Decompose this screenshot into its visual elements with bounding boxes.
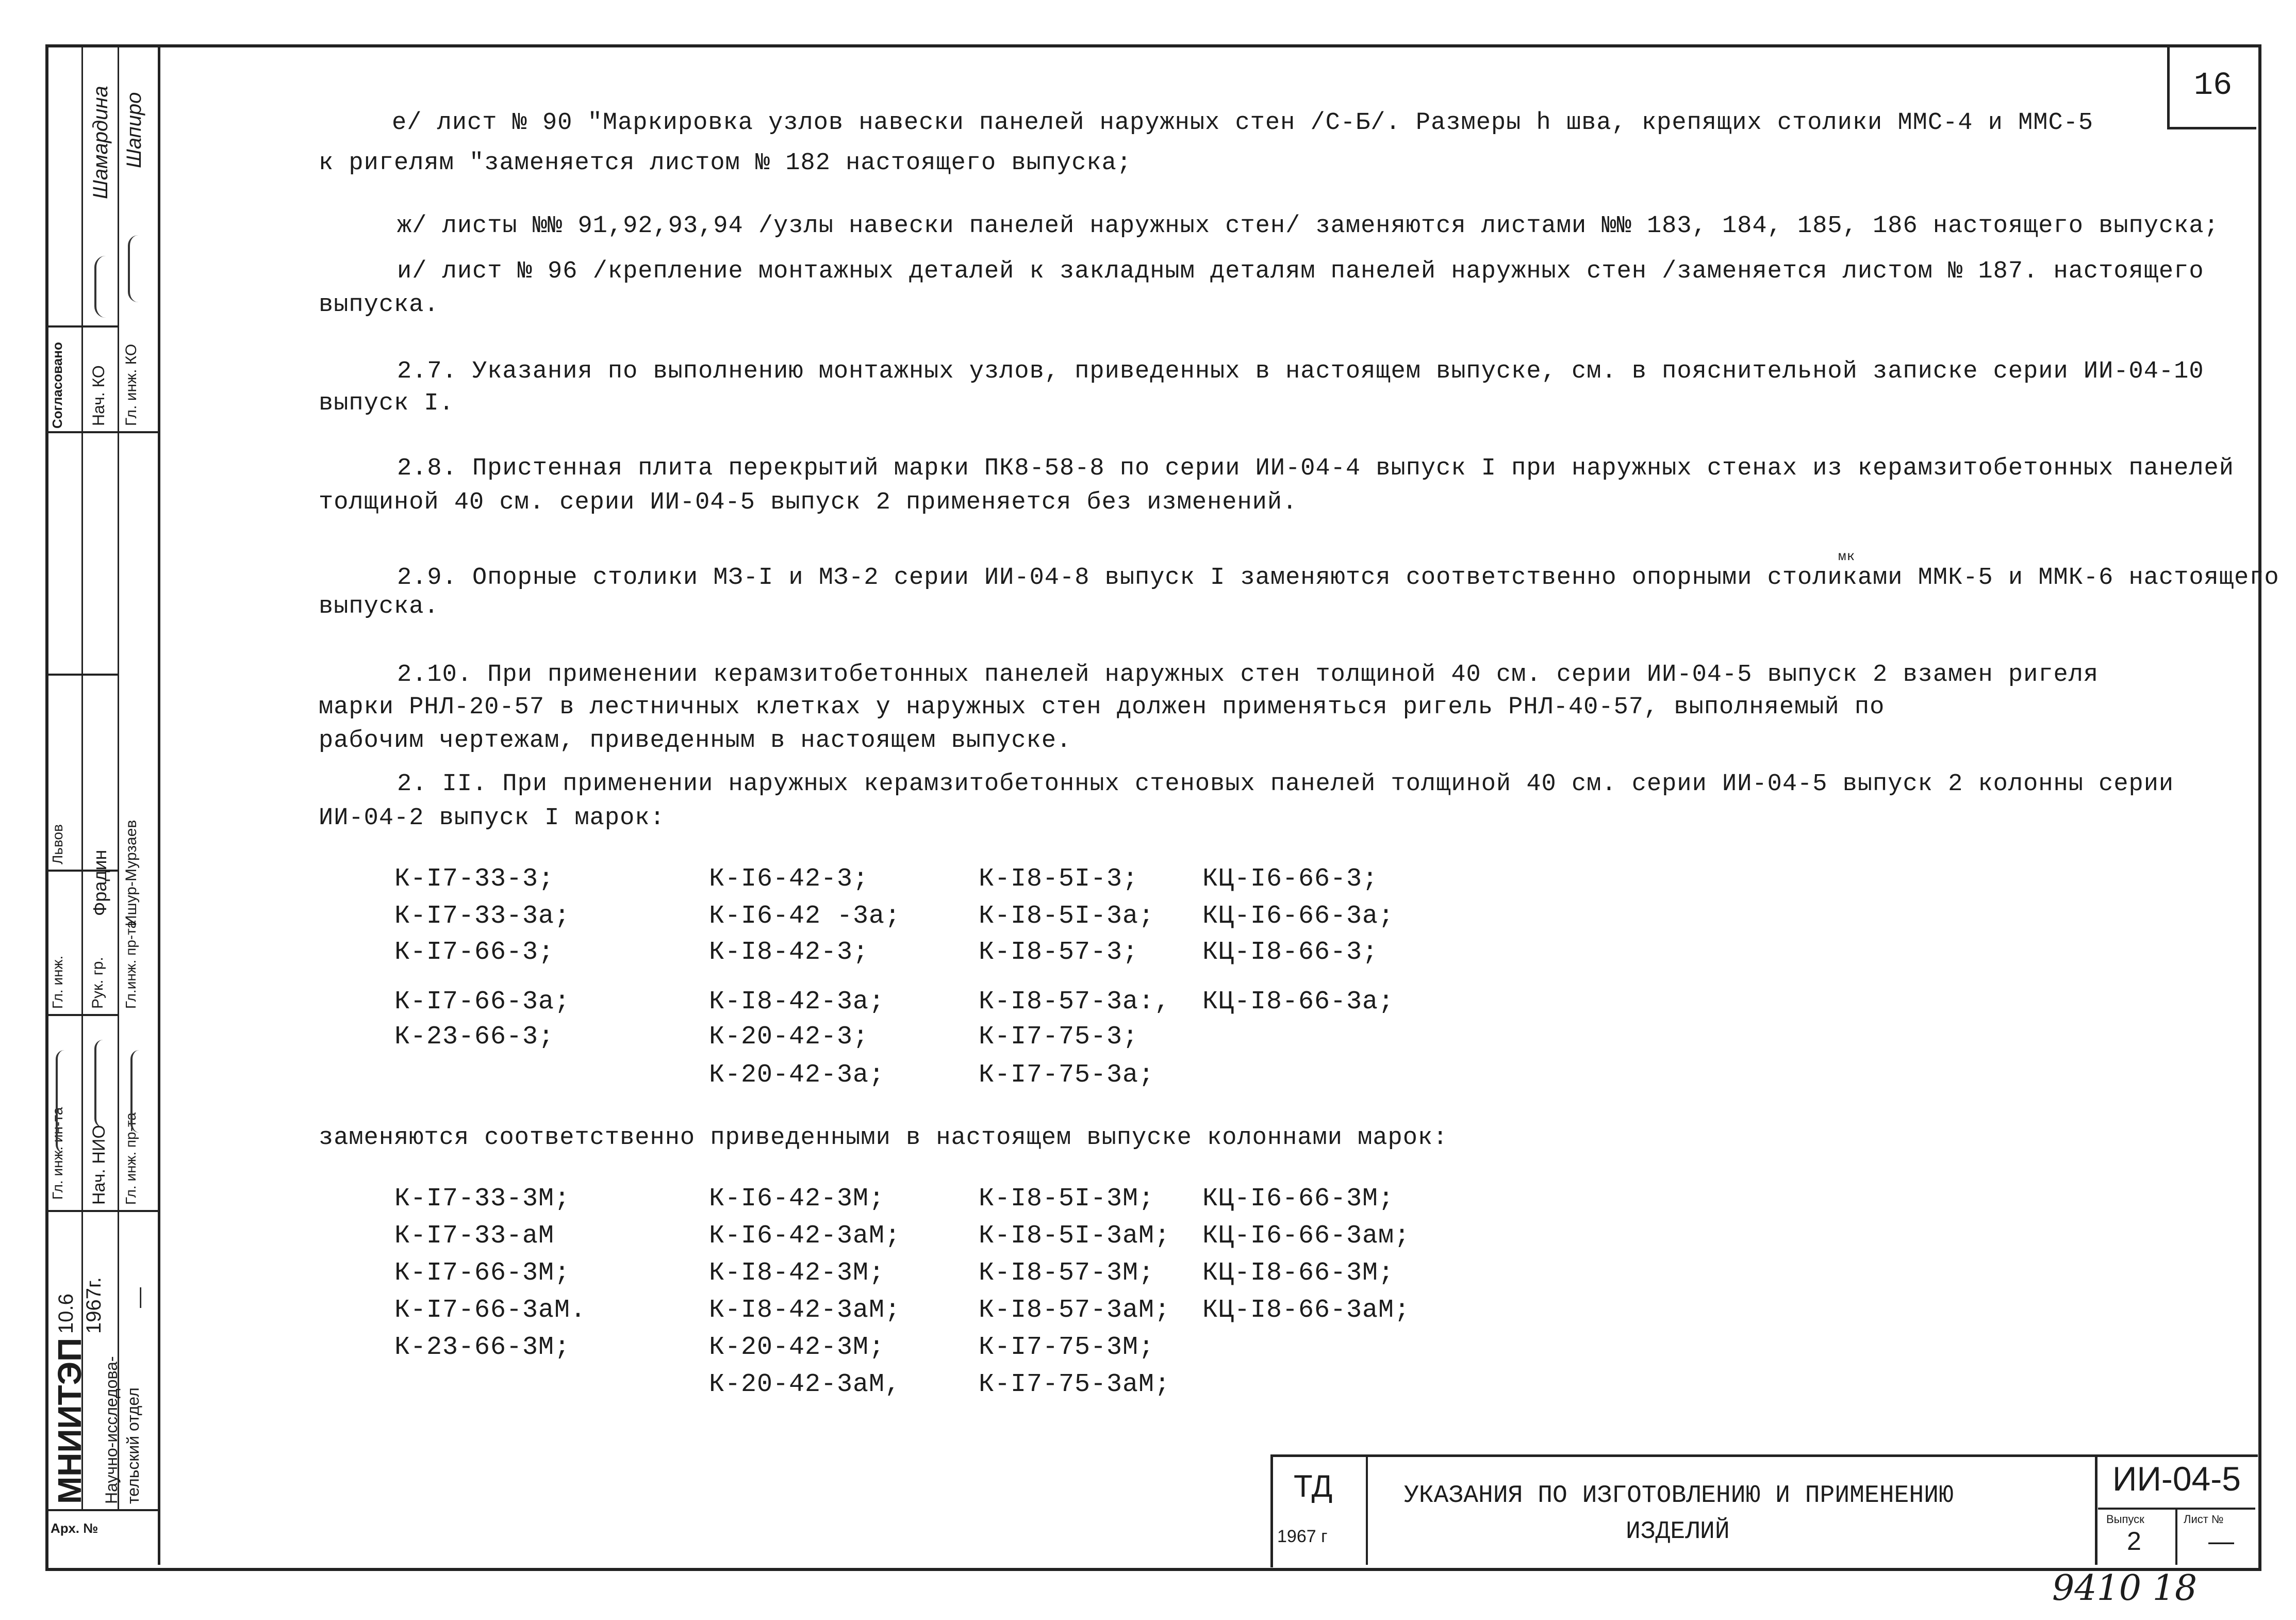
name-ishur: Ишур-Мурзаев (123, 820, 140, 926)
date-line2: 1967г. (82, 1277, 105, 1334)
para-211-line1: 2. II. При применении наружных керамзитобетонных стеновых панелей толщиной 40 см. серии ИИ-04-5 выпуск 2 колонны серии (397, 771, 2174, 798)
para-29-line1: 2.9. Опорные столики МЗ-I и МЗ-2 серии ИИ-04-8 выпуск I заменяются соответственно опорными столиками ММК-5 и ММК-6 настоящего (397, 564, 2280, 592)
archive-label: Арх. № (51, 1520, 98, 1536)
name-shamardina: Шамардина (89, 86, 112, 199)
sheet-label: Лист № (2184, 1513, 2224, 1526)
mark-old: К-23-66-3; (394, 1022, 555, 1052)
mark-old: К-I6-42 -3а; (709, 902, 901, 931)
para-27-line1: 2.7. Указания по выполнению монтажных узлов, приведенных в настоящем выпуске, см. в пояснительной записке серии ИИ-04-10 (397, 358, 2204, 385)
mark-old: КЦ-I8-66-3; (1202, 938, 1379, 967)
issue-value: 2 (2127, 1527, 2141, 1556)
mark-old: К-I8-42-3; (709, 938, 869, 967)
series-divider (2175, 1508, 2177, 1565)
mark-new: КЦ-I8-66-3аМ; (1202, 1296, 1411, 1325)
mark-old: КЦ-I6-66-3а; (1202, 902, 1395, 931)
signature-mark (130, 1050, 148, 1133)
mark-new: К-I6-42-3М; (709, 1184, 885, 1214)
handwritten-archive-number: 9410 18 (2052, 1568, 2198, 1609)
mark-new: К-I7-75-3аМ; (979, 1370, 1171, 1399)
sidebar-column-line (118, 44, 119, 1509)
title-block (1270, 1454, 2258, 1567)
sheet-number-box (2167, 44, 2256, 129)
mark-old: КЦ-I8-66-3а; (1202, 987, 1395, 1017)
para-210-line3: рабочим чертежам, приведенным в настоящем выпуске. (319, 727, 1072, 755)
mark-old: К-I7-66-3; (394, 938, 555, 967)
para-211-line2: ИИ-04-2 выпуск I марок: (319, 805, 665, 832)
para-210-line1: 2.10. При применении керамзитобетонных панелей наружных стен толщиной 40 см. серии ИИ-04-5 выпуск 2 взамен ригеля (397, 661, 2099, 689)
mark-new: К-I7-33-аМ (394, 1221, 555, 1251)
td-cell (1273, 1457, 1368, 1565)
para-210-line2: марки РНЛ-20-57 в лестничных клетках у наружных стен должен применяться ригель РНЛ-40-57, выполняемый по (319, 694, 1885, 721)
mark-new: К-I7-33-3М; (394, 1184, 571, 1214)
issue-label: Выпуск (2106, 1513, 2144, 1526)
para-28-line2: толщиной 40 см. серии ИИ-04-5 выпуск 2 применяется без изменений. (319, 489, 1298, 516)
mark-new: К-I8-57-3аМ; (979, 1296, 1171, 1325)
mark-new: КЦ-I6-66-3ам; (1202, 1221, 1411, 1251)
mark-old: КЦ-I6-66-3; (1202, 864, 1379, 894)
mark-new: КЦ-I6-66-3М; (1202, 1184, 1395, 1214)
signature-mark (94, 1040, 112, 1127)
td-label: ТД (1294, 1469, 1333, 1503)
role-gl-inzh-td: Гл. инж. пр-та (123, 1112, 139, 1205)
mark-old: К-I8-57-3а:, (979, 987, 1171, 1017)
para-i-line1: и/ лист № 96 /крепление монтажных деталей к закладным деталям панелей наружных стен /заменяется листом № 187. настоящего (397, 258, 2204, 285)
mark-new: К-I7-66-3М; (394, 1258, 571, 1288)
role-gl-inzh-proekta: Гл.инж. пр-та (123, 920, 139, 1009)
signature-mark (94, 256, 117, 318)
sidebar-divider (45, 674, 118, 676)
para-27-line2: выпуск I. (319, 390, 454, 417)
dept-line2: тельский отдел (124, 1387, 142, 1504)
sidebar-divider (45, 1210, 158, 1212)
sheet-value: — (2208, 1527, 2234, 1556)
mark-new: К-I8-57-3М; (979, 1258, 1155, 1288)
para-zh-line1: ж/ листы №№ 91,92,93,94 /узлы навески панелей наружных стен/ заменяются листами №№ 183, 184, 185, 186 настоящего выпуска; (397, 212, 2219, 240)
sidebar-divider (45, 1014, 118, 1016)
mark-new: К-I8-42-3аМ; (709, 1296, 901, 1325)
mark-old: К-I8-5I-3; (979, 864, 1139, 894)
mark-old: К-20-42-3; (709, 1022, 869, 1052)
mark-new: К-20-42-3аМ, (709, 1370, 901, 1399)
mark-old: К-I8-42-3а; (709, 987, 885, 1017)
sidebar-divider (45, 431, 158, 433)
mark-new: К-I8-5I-3М; (979, 1184, 1155, 1214)
sidebar-divider (45, 325, 118, 328)
role-nach-ko: Нач. КО (89, 365, 108, 426)
handwritten-note: мк (1838, 549, 1856, 564)
para-e-line1: е/ лист № 90 "Маркировка узлов навески панелей наружных стен /С-Б/. Размеры h шва, крепящих столики ММС-4 и ММС-5 (392, 109, 2094, 137)
name-fradin: Фрадин (89, 849, 110, 916)
mark-old: К-I8-5I-3а; (979, 902, 1155, 931)
date-line1: 10.6 (55, 1294, 77, 1334)
agreed-label: Согласовано (49, 342, 65, 429)
stamp-title-l2: ИЗДЕЛИЙ (1626, 1518, 1730, 1546)
mark-new: К-I7-75-3М; (979, 1333, 1155, 1362)
signature-mark (56, 1050, 73, 1153)
mark-new: К-23-66-3М; (394, 1333, 571, 1362)
role-nach-niiotd: Гл. инж. ин-та (49, 1107, 65, 1200)
mark-old: К-20-42-3а; (709, 1060, 885, 1090)
mark-old: К-I7-75-3а; (979, 1060, 1155, 1090)
name-lvov: Львов (49, 824, 65, 864)
mark-old: К-I6-42-3; (709, 864, 869, 894)
series-cell (2098, 1457, 2255, 1565)
para-replaced-by: заменяются соответственно приведенными в настоящем выпуске колоннами марок: (319, 1124, 1448, 1152)
role-gl-inzh-ko: Гл. инж. КО (123, 343, 140, 426)
mark-old: К-I7-66-3а; (394, 987, 571, 1017)
para-29-line2: выпуска. (319, 593, 439, 620)
sheet-number: 16 (2193, 67, 2233, 104)
series-code: ИИ-04-5 (2112, 1460, 2241, 1498)
stamp-year: 1967 г (1277, 1527, 1328, 1546)
signature-mark (128, 235, 148, 302)
mark-new: К-I8-42-3М; (709, 1258, 885, 1288)
role-ruk-gr: Рук. гр. (89, 957, 106, 1009)
mark-old: К-I7-75-3; (979, 1022, 1139, 1052)
mark-new: К-I7-66-3аМ. (394, 1296, 587, 1325)
sidebar-divider (45, 1509, 158, 1511)
mark-new: К-20-42-3М; (709, 1333, 885, 1362)
title-cell (1368, 1457, 2097, 1565)
mark-new: КЦ-I8-66-3М; (1202, 1258, 1395, 1288)
para-i-line2: выпуска. (319, 291, 439, 319)
para-28-line1: 2.8. Пристенная плита перекрытий марки ПК8-58-8 по серии ИИ-04-4 выпуск I при наружных стенах из керамзитобетонных панелей (397, 455, 2234, 482)
role-nach-nio: Нач. НИО (89, 1125, 109, 1205)
dash: — (128, 1287, 151, 1308)
mark-old: К-I7-33-3; (394, 864, 555, 894)
left-sidebar (45, 44, 160, 1565)
mark-old: К-I7-33-3а; (394, 902, 571, 931)
dept-line1: Научно-исследова- (102, 1356, 121, 1504)
name-shapiro: Шапиро (123, 92, 145, 168)
stamp-title-l1: УКАЗАНИЯ ПО ИЗГОТОВЛЕНИЮ И ПРИМЕНЕНИЮ (1404, 1482, 1954, 1510)
para-e-line2: к ригелям "заменяется листом № 182 настоящего выпуска; (319, 150, 1132, 177)
org-name: МНИИТЭП (51, 1337, 88, 1504)
role-inzh: Гл. инж. (49, 955, 65, 1009)
mark-old: К-I8-57-3; (979, 938, 1139, 967)
mark-new: К-I6-42-3аМ; (709, 1221, 901, 1251)
mark-new: К-I8-5I-3аМ; (979, 1221, 1171, 1251)
